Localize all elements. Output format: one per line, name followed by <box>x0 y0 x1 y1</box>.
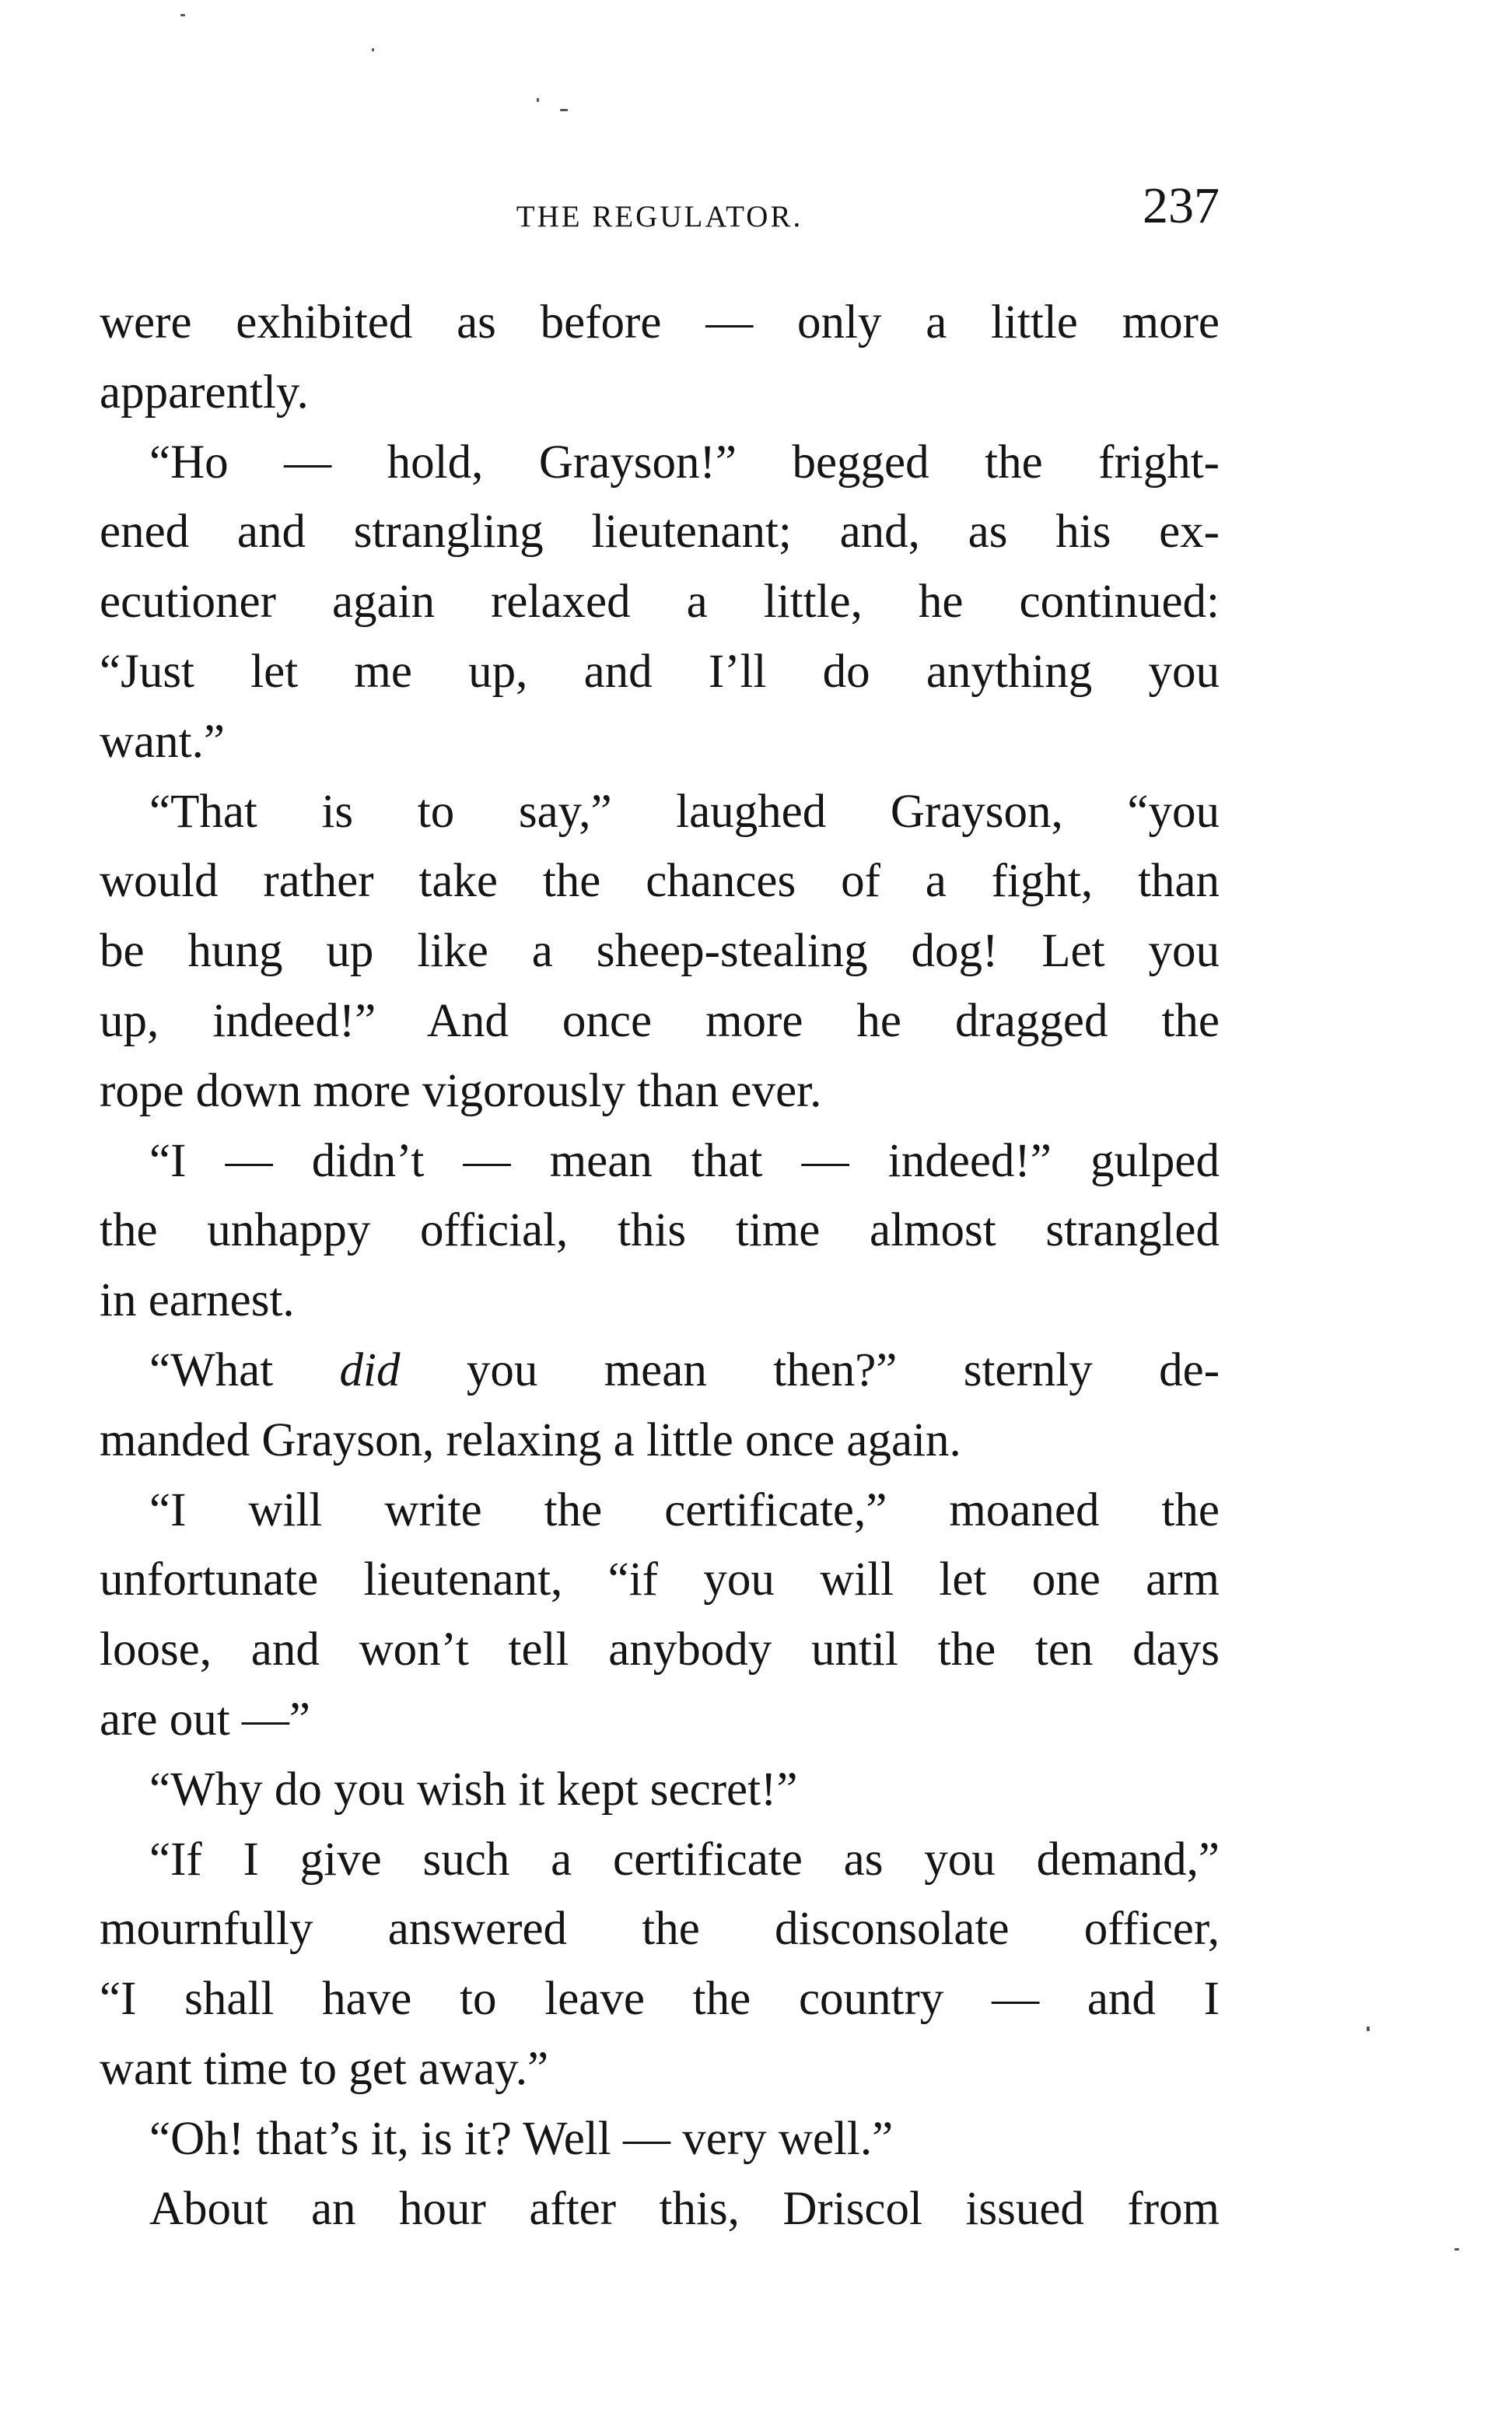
paper-speck <box>537 98 539 102</box>
text-line: apparently. <box>100 366 309 419</box>
page-number: 237 <box>1143 177 1220 234</box>
text-line: “Why do you wish it kept secret!” <box>149 1763 798 1816</box>
text-line: are out —” <box>100 1693 310 1746</box>
text-line: ecutioner again relaxed a little, he continued: <box>100 576 1220 629</box>
text-line: rope down more vigorously than ever. <box>100 1064 822 1117</box>
text-run: you mean then?” sternly de- <box>400 1343 1220 1396</box>
text-line: want time to get away.” <box>100 2042 549 2095</box>
paper-speck <box>1367 2026 1370 2031</box>
text-line: About an hour after this, Driscol issued from <box>149 2182 1220 2235</box>
running-title: THE REGULATOR. <box>516 200 803 233</box>
text-line: “That is to say,” laughed Grayson, “you <box>149 785 1220 838</box>
text-line: be hung up like a sheep-stealing dog! Let you <box>100 925 1220 978</box>
text-line: the unhappy official, this time almost strangled <box>100 1204 1220 1257</box>
text-line: in earnest. <box>100 1274 295 1327</box>
body-text <box>100 288 1220 2244</box>
paper-speck <box>560 109 568 111</box>
text-line: “I will write the certificate,” moaned the <box>149 1483 1220 1536</box>
text-line: up, indeed!” And once more he dragged the <box>100 994 1220 1047</box>
text-line: “I shall have to leave the country — and I <box>100 1973 1220 2026</box>
text-run: “What <box>149 1343 340 1396</box>
text-line: want.” <box>100 715 225 768</box>
text-line: “Just let me up, and I’ll do anything you <box>100 645 1220 698</box>
text-line: ened and strangling lieutenant; and, as his ex- <box>100 506 1220 559</box>
text-line: manded Grayson, relaxing a little once again. <box>100 1413 961 1466</box>
text-line: mournfully answered the disconsolate officer, <box>100 1903 1220 1956</box>
text-line: “If I give such a certificate as you demand,” <box>149 1833 1220 1886</box>
paper-speck <box>372 48 374 51</box>
paper-speck <box>180 14 185 16</box>
text-line: “Ho — hold, Grayson!” begged the fright- <box>149 436 1220 489</box>
text-line: were exhibited as before — only a little more <box>100 296 1220 349</box>
text-line <box>100 1336 1220 1406</box>
text-line: “Oh! that’s it, is it? Well — very well.” <box>149 2112 894 2165</box>
text-line: loose, and won’t tell anybody until the ten days <box>100 1624 1220 1676</box>
running-head <box>100 175 1220 245</box>
text-line: “I — didn’t — mean that — indeed!” gulped <box>149 1134 1220 1187</box>
text-line: unfortunate lieutenant, “if you will let one arm <box>100 1554 1220 1606</box>
italic-emphasis: did <box>339 1343 401 1396</box>
paper-speck <box>1454 2248 1459 2251</box>
text-line: would rather take the chances of a fight, than <box>100 855 1220 908</box>
